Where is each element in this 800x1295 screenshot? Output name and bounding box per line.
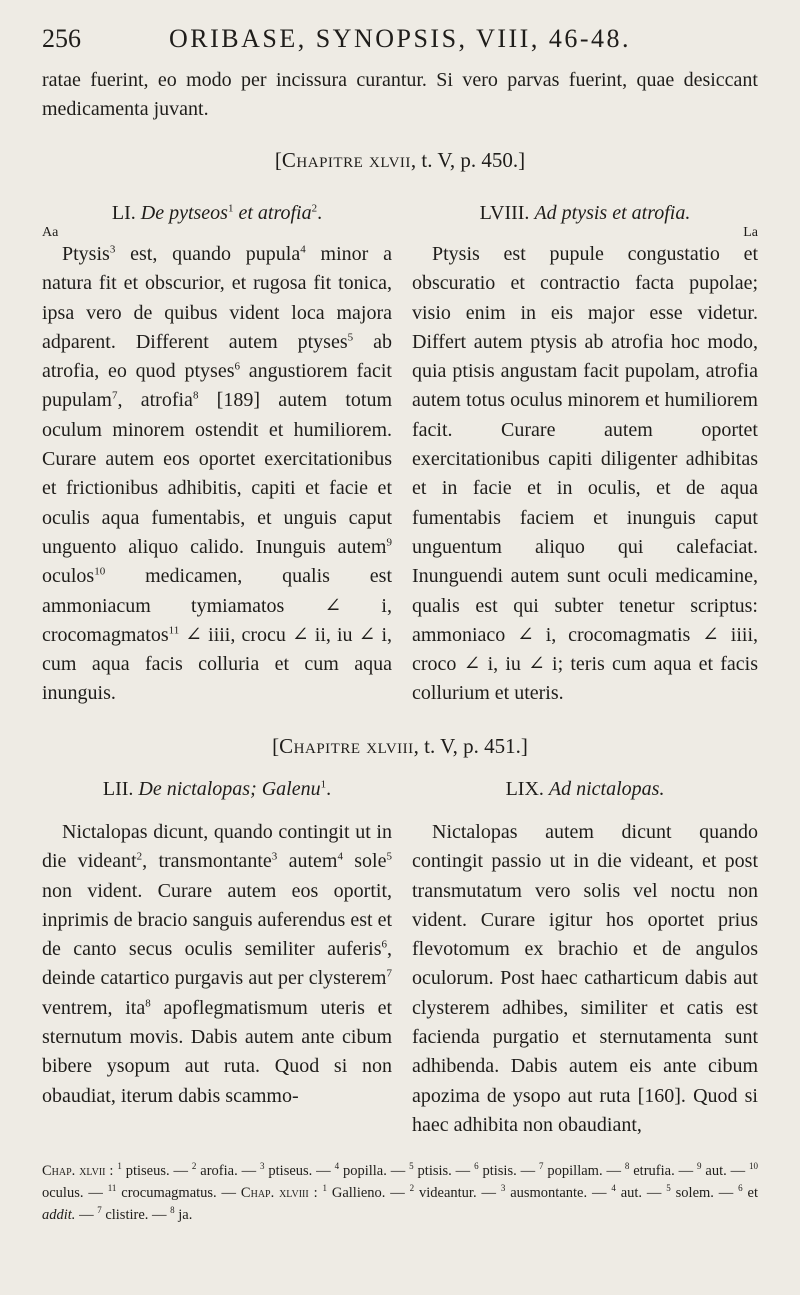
chapter-ref: , t. V, p. 450.] xyxy=(410,148,526,172)
footnotes: Chap. xlvii : $^1$ ptiseus. — $^2$ arofia. — $^3$ ptiseus. — $^4$ popilla. — $^5$ ptisis. — $^6$ ptisis. — $^7$ popillam. — $^8$ etrufia. — $^9$ aut. — $^{10}$ oculus. — $^{11}$ crocumagmatus. — Chap. xlviii : $^1$ Gallieno. — $^2$ videantur. — $^3$ ausmontante. — $^4$ aut. — $^5$ solem. — $^6$ et addit. — $^7$ clistire. — $^8$ ja. xyxy=(42,1161,759,1223)
section-heading-lii: LII. De nictalopas; Galenu$^1$. xyxy=(102,778,332,800)
column-left-chapter-xlvii xyxy=(42,200,392,709)
column-right-chapter-xlvii xyxy=(412,200,758,709)
column-right-chapter-xlviii xyxy=(412,776,758,1140)
chapter-word: Chapitre xlviii xyxy=(279,734,414,758)
section-text-lviii: Ptysis est pupule congustatio et obscuratio et contractio facta pupolae; visio enim in eis major esse videtur. Differt autem ptysis ab atrofia hoc modo, quia ptisis angustam facit pupolam, atrofia autem totus oculus minorem et humiliorem facit. Curare autem oportet exercitationibus capiti diligenter adhibitas et in facie et in oculis, et de aqua fumentabis faciem et inunguis caput unguentum aliquo qui calefaciat. Inunguendi autem sunt oculi medicamine, qualis est qui subter tenetur scriptus: ammoniaco ∠ i, crocomagmatis ∠ iiii, croco ∠ i, iu ∠ i; teris cum aqua et facis collurium et uteris. xyxy=(412,243,758,705)
chapter-label-xlviii xyxy=(0,734,800,759)
section-heading-lviii: LVIII. Ad ptysis et atrofia. xyxy=(479,202,691,224)
chapter-word: Chapitre xlvii xyxy=(281,148,411,172)
chapter-label-xlvii xyxy=(0,148,800,173)
section-text-lii: Nictalopas dicunt, quando contingit ut in die videant$^2$, transmontante$^3$ autem$^4$ sole$^5$ non vident. Curare autem eos oportit, inprimis de bracio sanguis auferendus est et de canto secus oculis semiliter auferis$^6$, deinde catartico purgavis aut per clysterem$^7$ ventrem, ita$^8$ apoflegmatismum uteris et sternutum movis. Dabis autem ante cibum bibere ysopum aut ruta. Quod si non obaudiat, iterum dabis scammo- xyxy=(42,821,392,1107)
column-left-chapter-xlviii xyxy=(42,776,392,1111)
running-title: ORIBASE, SYNOPSIS, VIII, 46-48. xyxy=(168,24,631,53)
section-heading-li: LI. De pytseos$^1$ et atrofia$^2$. xyxy=(111,202,323,224)
running-header xyxy=(42,24,758,60)
chapter-bracket-open: [ xyxy=(274,148,282,172)
manuscript-siglum: La xyxy=(743,225,758,240)
page-number: 256 xyxy=(42,24,81,53)
chapter-ref: , t. V, p. 451.] xyxy=(413,734,528,758)
continuation-paragraph: ratae fuerint, eo modo per incissura curantur. Si vero parvas fuerint, quae desiccant medicamenta juvant. xyxy=(42,69,758,120)
section-heading-lix: LIX. Ad nictalopas. xyxy=(505,778,665,800)
section-text-li: Ptysis$^3$ est, quando pupula$^4$ minor a natura fit et obscurior, et rugosa fit tonica, ipsa vero de quibus vident loca majora adparent. Different autem ptyses$^5$ ab atrofia, eo quod ptyses$^6$ angustiorem facit pupulam$^7$, atrofia$^8$ [189] autem totum oculum minorem ostendit et humiliorem. Curare autem eos oportet exercitationibus et frictionibus adhibitis, capiti et facie et oculis aqua fumentabis, et unguis caput unguento aliquo calido. Inunguis autem$^9$ oculos$^{10}$ medicamen, qualis est ammoniacum tymiamatos ∠ i, crocomagmatos$^{11}$ ∠ iiii, crocu ∠ ii, iu ∠ i, cum aqua facis colluria et cum aqua inunguis. xyxy=(42,243,393,705)
chapter-bracket-open: [ xyxy=(272,734,280,758)
manuscript-siglum: Aa xyxy=(42,225,59,240)
section-text-lix: Nictalopas autem dicunt quando contingit passio ut in die videant, et post transmutatum vero solis vel noctu non vident. Curare igitur hos oportet prius flevotomum ex brachio et de angulos oculorum. Post haec catharticum dabis aut clysterem adhibes, similiter et catis est facienda purgatio et sternutamenta sunt adhibenda. Dabis autem eis ante cibum apozima de ysopo aut ruta [160]. Quod si haec adhibita non obaudiant, xyxy=(412,821,758,1136)
